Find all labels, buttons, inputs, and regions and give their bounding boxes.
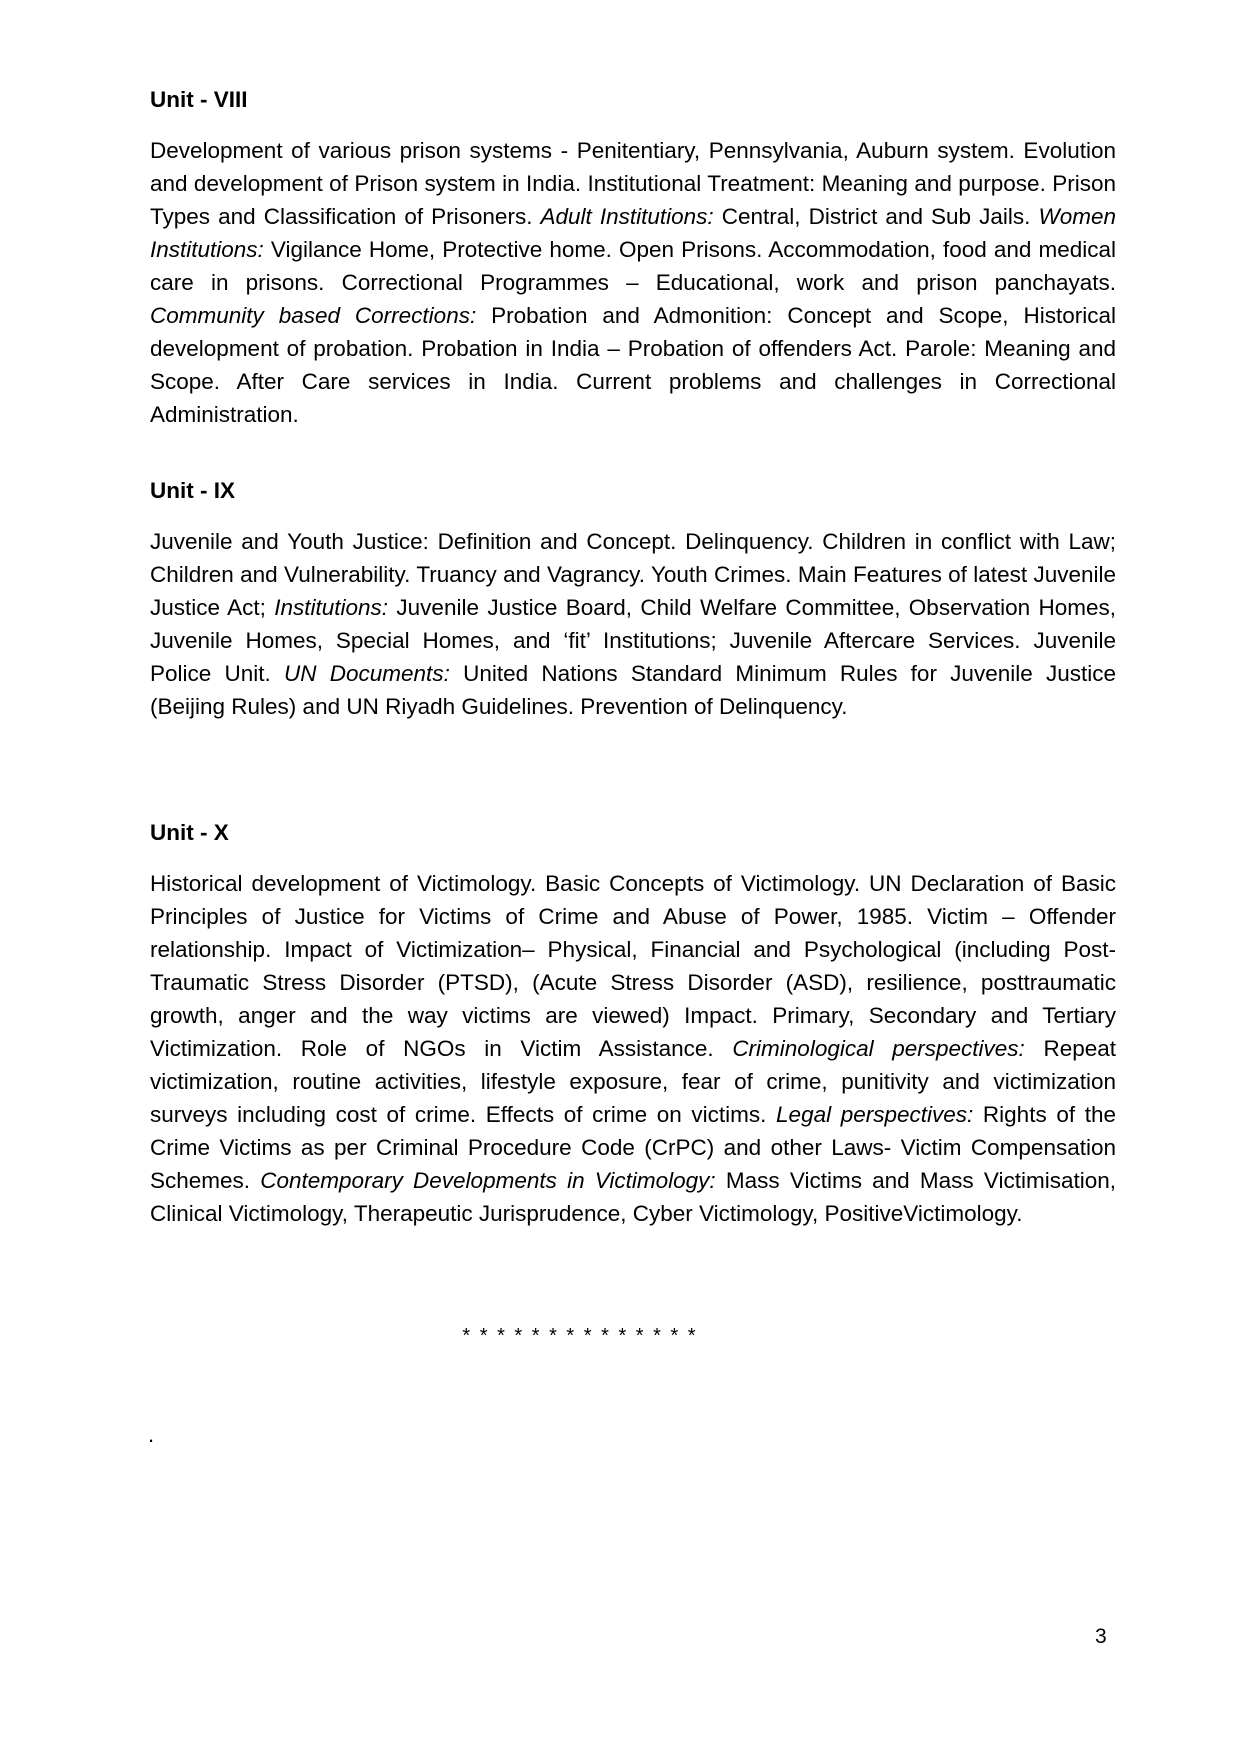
- text-segment: Mass Victims and Mass Victimisation, Clinical Victimology, Therapeutic Jurisprudence, Cyber Victimology, PositiveVictimology.: [150, 1168, 1116, 1226]
- asterisk-separator: * * * * * * * * * * * * * *: [462, 1325, 698, 1347]
- italic-term: Criminological perspectives:: [732, 1036, 1025, 1061]
- text-segment: United Nations Standard Minimum Rules for Juvenile Justice (Beijing Rules) and UN Riyadh Guidelines. Prevention of Delinquency.: [150, 661, 1116, 719]
- unit-viii-body: [150, 134, 1116, 431]
- text-segment: Historical development of Victimology. Basic Concepts of Victimology. UN Declaration of Basic Principles of Justice for Victims of Crime and Abuse of Power, 1985. Victim – Offender relationship. Impact of Victimization– Physical, Financial and Psychological (including Post-Traumatic Stress Disorder (PTSD), (Acute Stress Disorder (ASD), resilience, posttraumatic growth, anger and the way victims are viewed) Impact. Primary, Secondary and Tertiary Victimization. Role of NGOs in Victim Assistance.: [150, 871, 1116, 1061]
- italic-term: Community based Corrections:: [150, 303, 477, 328]
- unit-x-section: [150, 819, 1116, 1230]
- unit-x-heading: Unit - X: [150, 820, 229, 845]
- page-number: 3: [1095, 1625, 1107, 1648]
- text-segment: Repeat victimization, routine activities, lifestyle exposure, fear of crime, punitivity and victimization surveys including cost of crime. Effects of crime on victims.: [150, 1036, 1117, 1127]
- text-segment: Vigilance Home, Protective home. Open Prisons. Accommodation, food and medical care in prisons. Correctional Programmes – Educational, work and prison panchayats.: [150, 237, 1116, 295]
- unit-viii-section: [150, 86, 1116, 431]
- text-segment: Development of various prison systems - Penitentiary, Pennsylvania, Auburn system. Evolution and development of Prison system in India. Institutional Treatment: Meaning and purpose. Prison Types and Classification of Prisoners.: [150, 138, 1116, 229]
- text-segment: Juvenile and Youth Justice: Definition and Concept. Delinquency. Children in conflict with Law; Children and Vulnerability. Truancy and Vagrancy. Youth Crimes. Main Features of latest Juvenile Justice Act;: [150, 529, 1116, 620]
- unit-x-body: [150, 867, 1116, 1230]
- italic-term: Legal perspectives:: [776, 1102, 974, 1127]
- italic-term: Adult Institutions:: [540, 204, 714, 229]
- unit-ix-section: [150, 477, 1116, 723]
- text-segment: Rights of the Crime Victims as per Criminal Procedure Code (CrPC) and other Laws- Victim Compensation Schemes.: [150, 1102, 1116, 1193]
- italic-term: UN Documents:: [284, 661, 450, 686]
- italic-term: Institutions:: [274, 595, 389, 620]
- italic-term: Contemporary Developments in Victimology:: [260, 1168, 716, 1193]
- unit-viii-heading: Unit - VIII: [150, 87, 248, 112]
- stray-dot: .: [148, 1422, 155, 1447]
- text-segment: Probation and Admonition: Concept and Scope, Historical development of probation. Probation in India – Probation of offenders Act. Parole: Meaning and Scope. After Care services in India. Current problems and challenges in Correctional Administration.: [150, 303, 1116, 427]
- text-segment: Central, District and Sub Jails.: [713, 204, 1039, 229]
- unit-ix-body: [150, 525, 1116, 723]
- text-segment: Juvenile Justice Board, Child Welfare Committee, Observation Homes, Juvenile Homes, Special Homes, and ‘fit’ Institutions; Juvenile Aftercare Services. Juvenile Police Unit.: [150, 595, 1116, 686]
- italic-term: Women Institutions:: [150, 204, 1116, 262]
- unit-ix-heading: Unit - IX: [150, 478, 235, 503]
